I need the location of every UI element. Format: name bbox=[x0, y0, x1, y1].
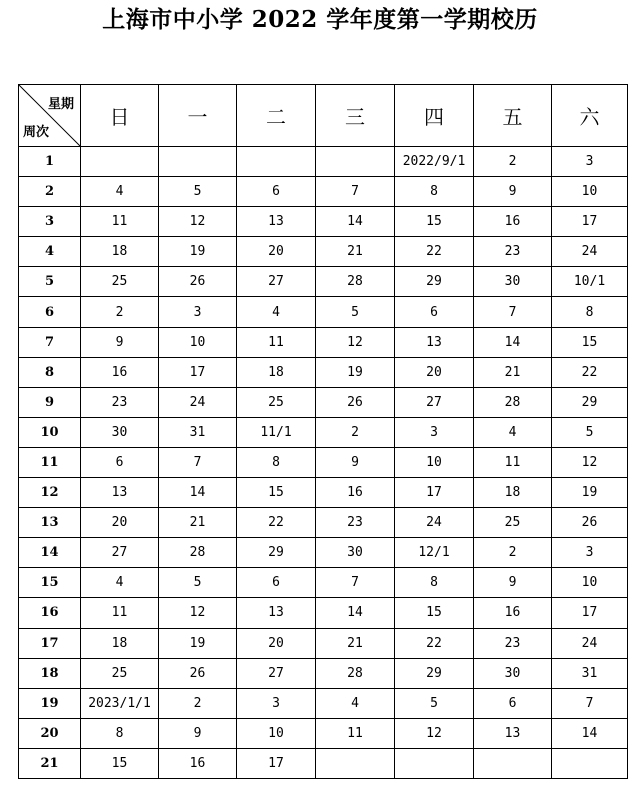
date-cell: 5 bbox=[395, 688, 474, 718]
date-cell: 21 bbox=[316, 237, 395, 267]
table-row bbox=[19, 447, 628, 477]
week-number-cell: 20 bbox=[19, 718, 81, 748]
date-cell: 17 bbox=[237, 748, 316, 778]
date-cell: 18 bbox=[81, 237, 159, 267]
date-cell: 31 bbox=[552, 658, 628, 688]
week-number-cell: 17 bbox=[19, 628, 81, 658]
date-cell: 7 bbox=[316, 568, 395, 598]
date-cell: 16 bbox=[81, 357, 159, 387]
date-cell: 9 bbox=[474, 568, 552, 598]
date-cell: 12 bbox=[395, 718, 474, 748]
date-cell: 17 bbox=[395, 478, 474, 508]
table-row bbox=[19, 237, 628, 267]
date-cell: 26 bbox=[316, 387, 395, 417]
week-number-cell: 5 bbox=[19, 267, 81, 297]
date-cell: 4 bbox=[237, 297, 316, 327]
table-row bbox=[19, 387, 628, 417]
date-cell: 14 bbox=[552, 718, 628, 748]
date-cell: 6 bbox=[395, 297, 474, 327]
date-cell: 3 bbox=[552, 147, 628, 177]
date-cell: 2 bbox=[474, 538, 552, 568]
date-cell: 8 bbox=[81, 718, 159, 748]
date-cell: 14 bbox=[474, 327, 552, 357]
date-cell: 30 bbox=[316, 538, 395, 568]
date-cell: 11 bbox=[81, 207, 159, 237]
date-cell bbox=[395, 748, 474, 778]
date-cell: 2 bbox=[159, 688, 237, 718]
date-cell: 24 bbox=[552, 628, 628, 658]
date-cell: 26 bbox=[552, 508, 628, 538]
table-row bbox=[19, 177, 628, 207]
date-cell: 19 bbox=[159, 628, 237, 658]
week-number-cell: 8 bbox=[19, 357, 81, 387]
date-cell bbox=[474, 748, 552, 778]
date-cell: 14 bbox=[316, 598, 395, 628]
date-cell: 18 bbox=[237, 357, 316, 387]
day-header-fri: 五 bbox=[474, 85, 552, 147]
date-cell: 14 bbox=[159, 478, 237, 508]
date-cell: 25 bbox=[81, 267, 159, 297]
date-cell: 11/1 bbox=[237, 417, 316, 447]
date-cell: 15 bbox=[237, 478, 316, 508]
date-cell: 20 bbox=[237, 628, 316, 658]
date-cell: 3 bbox=[159, 297, 237, 327]
date-cell: 20 bbox=[81, 508, 159, 538]
date-cell: 8 bbox=[552, 297, 628, 327]
week-number-cell: 16 bbox=[19, 598, 81, 628]
day-header-thu: 四 bbox=[395, 85, 474, 147]
date-cell: 16 bbox=[316, 478, 395, 508]
date-cell: 5 bbox=[159, 568, 237, 598]
week-number-cell: 12 bbox=[19, 478, 81, 508]
date-cell: 10 bbox=[552, 568, 628, 598]
week-number-cell: 4 bbox=[19, 237, 81, 267]
date-cell: 6 bbox=[81, 447, 159, 477]
date-cell: 11 bbox=[81, 598, 159, 628]
table-row bbox=[19, 267, 628, 297]
date-cell: 25 bbox=[474, 508, 552, 538]
date-cell: 22 bbox=[552, 357, 628, 387]
date-cell: 23 bbox=[81, 387, 159, 417]
date-cell: 25 bbox=[237, 387, 316, 417]
date-cell: 5 bbox=[552, 417, 628, 447]
date-cell: 23 bbox=[474, 237, 552, 267]
date-cell: 11 bbox=[316, 718, 395, 748]
date-cell: 7 bbox=[159, 447, 237, 477]
date-cell: 19 bbox=[159, 237, 237, 267]
date-cell: 20 bbox=[395, 357, 474, 387]
table-row bbox=[19, 748, 628, 778]
date-cell: 9 bbox=[316, 447, 395, 477]
date-cell: 15 bbox=[552, 327, 628, 357]
date-cell: 9 bbox=[474, 177, 552, 207]
date-cell: 28 bbox=[159, 538, 237, 568]
date-cell: 28 bbox=[316, 658, 395, 688]
date-cell: 6 bbox=[474, 688, 552, 718]
date-cell: 29 bbox=[237, 538, 316, 568]
table-row bbox=[19, 357, 628, 387]
date-cell: 24 bbox=[159, 387, 237, 417]
date-cell: 22 bbox=[395, 628, 474, 658]
week-number-cell: 18 bbox=[19, 658, 81, 688]
date-cell: 28 bbox=[316, 267, 395, 297]
date-cell: 2023/1/1 bbox=[81, 688, 159, 718]
date-cell: 4 bbox=[81, 177, 159, 207]
week-number-cell: 6 bbox=[19, 297, 81, 327]
date-cell: 10 bbox=[237, 718, 316, 748]
date-cell: 9 bbox=[159, 718, 237, 748]
weekday-axis-label: 星期 bbox=[47, 97, 74, 112]
date-cell bbox=[81, 147, 159, 177]
week-number-cell: 11 bbox=[19, 447, 81, 477]
date-cell: 27 bbox=[395, 387, 474, 417]
corner-header-cell bbox=[19, 85, 81, 147]
date-cell: 22 bbox=[395, 237, 474, 267]
date-cell: 7 bbox=[552, 688, 628, 718]
table-row bbox=[19, 688, 628, 718]
date-cell: 16 bbox=[474, 207, 552, 237]
date-cell: 13 bbox=[237, 598, 316, 628]
week-number-cell: 9 bbox=[19, 387, 81, 417]
week-number-cell: 21 bbox=[19, 748, 81, 778]
date-cell: 29 bbox=[395, 658, 474, 688]
week-number-cell: 1 bbox=[19, 147, 81, 177]
table-row bbox=[19, 207, 628, 237]
date-cell: 17 bbox=[552, 598, 628, 628]
table-row bbox=[19, 658, 628, 688]
date-cell: 26 bbox=[159, 267, 237, 297]
day-header-sat: 六 bbox=[552, 85, 628, 147]
date-cell: 6 bbox=[237, 568, 316, 598]
date-cell: 25 bbox=[81, 658, 159, 688]
date-cell bbox=[316, 748, 395, 778]
header-row bbox=[19, 85, 628, 147]
date-cell: 22 bbox=[237, 508, 316, 538]
date-cell: 17 bbox=[159, 357, 237, 387]
date-cell: 2 bbox=[474, 147, 552, 177]
table-row bbox=[19, 478, 628, 508]
table-row bbox=[19, 508, 628, 538]
date-cell: 19 bbox=[316, 357, 395, 387]
table-row bbox=[19, 417, 628, 447]
date-cell: 12 bbox=[552, 447, 628, 477]
day-header-tue: 二 bbox=[237, 85, 316, 147]
week-number-cell: 14 bbox=[19, 538, 81, 568]
table-row bbox=[19, 598, 628, 628]
week-number-cell: 10 bbox=[19, 417, 81, 447]
date-cell: 2 bbox=[316, 417, 395, 447]
calendar-body bbox=[19, 147, 628, 779]
week-axis-label: 周次 bbox=[23, 125, 50, 140]
date-cell: 3 bbox=[237, 688, 316, 718]
date-cell: 26 bbox=[159, 658, 237, 688]
date-cell: 8 bbox=[395, 177, 474, 207]
date-cell: 2022/9/1 bbox=[395, 147, 474, 177]
calendar-table bbox=[18, 84, 628, 779]
day-header-wed: 三 bbox=[316, 85, 395, 147]
date-cell: 8 bbox=[395, 568, 474, 598]
date-cell: 18 bbox=[81, 628, 159, 658]
date-cell: 16 bbox=[159, 748, 237, 778]
week-number-cell: 13 bbox=[19, 508, 81, 538]
date-cell: 29 bbox=[552, 387, 628, 417]
date-cell: 8 bbox=[237, 447, 316, 477]
date-cell: 13 bbox=[474, 718, 552, 748]
table-row bbox=[19, 327, 628, 357]
date-cell: 13 bbox=[81, 478, 159, 508]
week-number-cell: 15 bbox=[19, 568, 81, 598]
date-cell: 5 bbox=[159, 177, 237, 207]
table-row bbox=[19, 538, 628, 568]
week-number-cell: 2 bbox=[19, 177, 81, 207]
date-cell: 11 bbox=[474, 447, 552, 477]
date-cell: 3 bbox=[395, 417, 474, 447]
date-cell: 15 bbox=[395, 598, 474, 628]
date-cell: 7 bbox=[474, 297, 552, 327]
date-cell: 4 bbox=[316, 688, 395, 718]
date-cell: 30 bbox=[474, 658, 552, 688]
date-cell: 16 bbox=[474, 598, 552, 628]
table-row bbox=[19, 628, 628, 658]
date-cell: 29 bbox=[395, 267, 474, 297]
date-cell: 4 bbox=[474, 417, 552, 447]
date-cell: 19 bbox=[552, 478, 628, 508]
date-cell: 17 bbox=[552, 207, 628, 237]
date-cell: 12/1 bbox=[395, 538, 474, 568]
day-header-sun: 日 bbox=[81, 85, 159, 147]
date-cell: 30 bbox=[474, 267, 552, 297]
table-row bbox=[19, 568, 628, 598]
date-cell: 24 bbox=[395, 508, 474, 538]
date-cell: 11 bbox=[237, 327, 316, 357]
date-cell: 27 bbox=[237, 658, 316, 688]
date-cell: 21 bbox=[474, 357, 552, 387]
table-row bbox=[19, 297, 628, 327]
date-cell: 13 bbox=[237, 207, 316, 237]
date-cell: 12 bbox=[159, 207, 237, 237]
table-row bbox=[19, 147, 628, 177]
date-cell: 23 bbox=[474, 628, 552, 658]
date-cell: 6 bbox=[237, 177, 316, 207]
day-header-mon: 一 bbox=[159, 85, 237, 147]
date-cell bbox=[159, 147, 237, 177]
date-cell: 23 bbox=[316, 508, 395, 538]
date-cell: 20 bbox=[237, 237, 316, 267]
date-cell bbox=[237, 147, 316, 177]
date-cell: 5 bbox=[316, 297, 395, 327]
week-number-cell: 3 bbox=[19, 207, 81, 237]
date-cell bbox=[552, 748, 628, 778]
date-cell: 13 bbox=[395, 327, 474, 357]
date-cell bbox=[316, 147, 395, 177]
date-cell: 30 bbox=[81, 417, 159, 447]
date-cell: 10/1 bbox=[552, 267, 628, 297]
page-title: 上海市中小学 2022 学年度第一学期校历 bbox=[102, 6, 538, 33]
date-cell: 10 bbox=[552, 177, 628, 207]
date-cell: 12 bbox=[159, 598, 237, 628]
date-cell: 31 bbox=[159, 417, 237, 447]
date-cell: 10 bbox=[395, 447, 474, 477]
date-cell: 21 bbox=[159, 508, 237, 538]
date-cell: 7 bbox=[316, 177, 395, 207]
week-number-cell: 19 bbox=[19, 688, 81, 718]
date-cell: 24 bbox=[552, 237, 628, 267]
date-cell: 28 bbox=[474, 387, 552, 417]
date-cell: 15 bbox=[81, 748, 159, 778]
date-cell: 3 bbox=[552, 538, 628, 568]
date-cell: 18 bbox=[474, 478, 552, 508]
date-cell: 27 bbox=[237, 267, 316, 297]
date-cell: 27 bbox=[81, 538, 159, 568]
date-cell: 9 bbox=[81, 327, 159, 357]
date-cell: 21 bbox=[316, 628, 395, 658]
date-cell: 2 bbox=[81, 297, 159, 327]
date-cell: 15 bbox=[395, 207, 474, 237]
date-cell: 10 bbox=[159, 327, 237, 357]
week-number-cell: 7 bbox=[19, 327, 81, 357]
date-cell: 12 bbox=[316, 327, 395, 357]
date-cell: 14 bbox=[316, 207, 395, 237]
date-cell: 4 bbox=[81, 568, 159, 598]
table-row bbox=[19, 718, 628, 748]
